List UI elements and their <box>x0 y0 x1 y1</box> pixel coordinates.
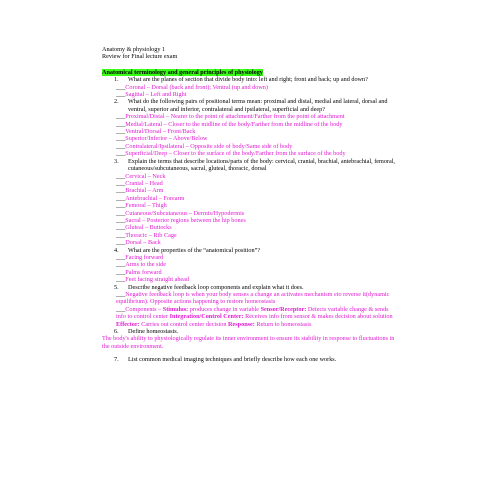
effector-text: Carries out control center decision <box>141 320 227 328</box>
answer-text: Cranial – Head <box>125 179 163 187</box>
response-text: Return to homeostasis <box>256 320 312 328</box>
blank-line: ___ <box>116 291 126 298</box>
answer-line <box>102 187 400 194</box>
answer-text: Cervical – Neck <box>125 172 166 180</box>
answer-text: Arms to the side <box>125 261 167 269</box>
question-number: 3. <box>114 157 119 165</box>
question-text: Define homeostasis. <box>128 328 179 336</box>
answer-text: Dorsal – Back <box>125 239 161 247</box>
answer-line <box>102 143 400 150</box>
question-text: Explain the terms that describe locations/parts of the body: cervical, cranial, brachial, antebrachial, femoral, cutaneous/subcutaneous, sacral, gluteal, thoracic, dorsal <box>128 157 395 173</box>
blank-line: ___ <box>116 150 126 158</box>
question-text: List common medical imaging techniques and briefly describe how each one works. <box>128 356 337 364</box>
answer-line <box>102 210 400 217</box>
answer-text: Negative feedback loop is when your body senses a change an activates mechanism eto reverse it(dynamic equilibrium). Opposite actions happening to restore homeostasis <box>116 291 390 306</box>
answer-text: Thoracic – Rib Cage <box>125 231 177 239</box>
answer-line <box>102 276 400 283</box>
blank-line: ___ <box>116 305 126 313</box>
response-label: Response: <box>228 320 255 328</box>
question-1 <box>102 76 400 83</box>
answer-text: Sagittal – Left and Right <box>125 91 187 99</box>
answer-line <box>102 202 400 209</box>
blank-line: ___ <box>116 253 126 261</box>
stimulus-label: Stimulus: <box>162 305 189 313</box>
control-center-label: Integration/Control Center: <box>169 313 244 321</box>
blank-line: ___ <box>116 120 126 128</box>
question-number: 5. <box>114 283 119 291</box>
answer-text: Ventral/Dorsal – Front/Back <box>125 128 196 136</box>
question-number: 4. <box>114 246 119 254</box>
question-7 <box>102 356 400 363</box>
question-text: What do the following pairs of positional terms mean: proximal and distal, medial and lateral, dorsal and ventral, superior and inferior, contralateral and ipsilateral, superficial and deep? <box>128 98 388 113</box>
effector-label: Effector: <box>116 320 140 328</box>
answer-text: Superior/Inferior – Above/Below <box>125 135 208 143</box>
section-heading-wrap <box>102 69 400 76</box>
question-4 <box>102 247 400 254</box>
blank-line: ___ <box>116 135 126 143</box>
answer-line <box>102 239 400 246</box>
answer-line <box>102 113 400 120</box>
answer-text: Brachial – Arm <box>125 187 164 195</box>
sensor-label: Sensor/Receptor: <box>260 305 307 313</box>
answer-text: Sacral – Posterior regions between the hip bones <box>125 216 246 224</box>
blank-line: ___ <box>116 113 126 121</box>
answer-text: Cutaneous/Subcutaneous – Dermis/Hypodermis <box>125 209 245 217</box>
answer-line <box>102 180 400 187</box>
answer-line <box>102 261 400 268</box>
components-prefix: Components – <box>125 305 162 313</box>
blank-line: ___ <box>116 91 126 99</box>
answer-text: Medial/Lateral – Closer to the midline of the body/Farther from the midline of the body <box>125 120 343 128</box>
blank-line: ___ <box>116 261 126 269</box>
blank-line: ___ <box>116 172 126 180</box>
doc-subtitle: Review for Final lecture exam <box>102 53 178 61</box>
answer-text: Gluteal – Buttocks <box>125 224 172 232</box>
blank-line: ___ <box>116 216 126 224</box>
question-text: Describe negative feedback loop components and explain what it does. <box>128 283 304 291</box>
blank-line: ___ <box>116 83 126 91</box>
answer-text: Palms forward <box>125 268 162 276</box>
answer-text: Femoral – Thigh <box>125 202 167 210</box>
blank-line: ___ <box>116 202 126 210</box>
answer-line <box>102 224 400 231</box>
answer-text: Superficial/Deep – Closer to the surface of the body/Farther from the surface of the body <box>125 150 346 158</box>
answer-text: Feet facing straight ahead <box>125 276 190 284</box>
sensor-text: Detects variable change & sends info to control center <box>116 305 389 321</box>
question-5 <box>102 284 400 291</box>
blank-line: ___ <box>116 276 126 284</box>
question-number: 2. <box>114 98 119 106</box>
answer-line <box>102 173 400 180</box>
answer-line <box>102 195 400 202</box>
doc-title: Anatomy & physiology 1 <box>102 46 166 53</box>
document-body <box>102 46 400 364</box>
blank-line: ___ <box>116 209 126 217</box>
question-number: 7. <box>114 356 119 364</box>
answer-line <box>102 150 400 157</box>
answer-text: Contralateral/Ipsilateral – Opposite side of body/Same side of body <box>125 142 293 150</box>
answer-line <box>102 254 400 261</box>
answer-text: Coronal – Dorsal (back and front); Ventral (up and down) <box>125 83 268 91</box>
blank-line: ___ <box>116 224 126 232</box>
question-2 <box>102 98 400 113</box>
answer-line <box>102 84 400 91</box>
answer-text: Antebrachial – Forearm <box>125 194 185 202</box>
answer-line <box>102 91 400 98</box>
answer-line <box>102 128 400 135</box>
homeostasis-answer: The body's ability to physiologically regulate its inner environment to ensure its stability in response to fluctuations in the outside environment. <box>102 335 395 350</box>
question-text: What are the planes of section that divide body into: left and right; front and back; up and down? <box>128 76 368 84</box>
question-number: 6. <box>114 328 119 336</box>
answer-text: Facing forward <box>125 253 164 261</box>
blank-line: ___ <box>116 179 126 187</box>
answer-line <box>102 135 400 142</box>
question-6 <box>102 328 400 335</box>
answer-line <box>102 217 400 224</box>
stimulus-text: produces change in variable <box>189 305 260 313</box>
blank-line: ___ <box>116 128 126 136</box>
question-3 <box>102 158 400 173</box>
blank-line: ___ <box>116 239 126 247</box>
blank-line: ___ <box>116 231 126 239</box>
control-center-text: Receives info from sensor & makes decision about solution <box>245 313 393 321</box>
answer-line <box>102 269 400 276</box>
blank-line: ___ <box>116 187 126 195</box>
section-heading: Anatomical terminology and general principles of physiology <box>102 68 263 76</box>
blank-line: ___ <box>116 194 126 202</box>
answer-line <box>102 121 400 128</box>
blank-line: ___ <box>116 142 126 150</box>
question-text: What are the properties of the “anatomical position”? <box>128 246 261 254</box>
answer-text: Proximal/Distal – Nearer to the point of attachment/Farther from the point of attachment <box>125 113 345 121</box>
blank-line: ___ <box>116 268 126 276</box>
question-number: 1. <box>114 76 119 84</box>
answer-paragraph <box>102 291 400 306</box>
components-paragraph <box>102 306 400 328</box>
answer-line <box>102 232 400 239</box>
